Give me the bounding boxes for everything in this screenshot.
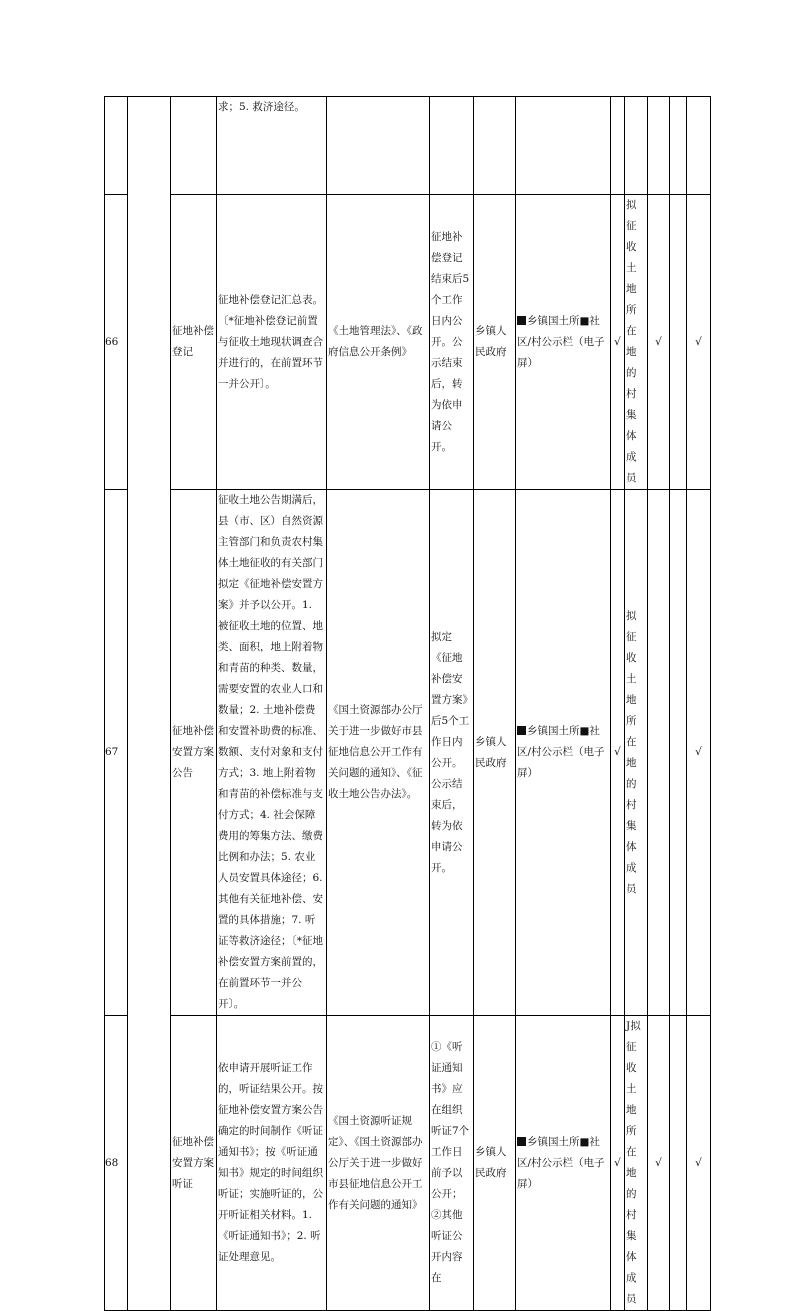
check-cell: √ bbox=[611, 1016, 625, 1311]
check-cell: √ bbox=[611, 490, 625, 1016]
table-row bbox=[105, 195, 711, 490]
check-cell: √ bbox=[611, 195, 625, 490]
disclosure-table bbox=[104, 96, 711, 1311]
check-cell bbox=[687, 97, 711, 195]
table-row bbox=[105, 97, 711, 195]
item-cell: 征地补偿登记 bbox=[171, 195, 217, 490]
content-cell: 求；5. 救济途径。 bbox=[217, 97, 327, 195]
check-cell: √ bbox=[687, 490, 711, 1016]
check-cell: √ bbox=[648, 195, 670, 490]
basis-cell: 《国土资源听证规定》、《国土资源部办公厅关于进一步做好市县征地信息公开工作有关问题的通知》 bbox=[327, 1016, 430, 1311]
subject-cell bbox=[474, 97, 516, 195]
check-cell: √ bbox=[687, 195, 711, 490]
time-cell: 拟定《征地补偿安置方案》后5个工作日内公开。公示结束后，转为依申请公开。 bbox=[430, 490, 474, 1016]
basis-cell bbox=[327, 97, 430, 195]
content-cell: 依申请开展听证工作的，听证结果公开。按征地补偿安置方案公告确定的时间制作《听证通知书》；按《听证通知书》规定的时间组织听证；实施听证的，公开听证相关材料。1.《听证通知书》；2. 听证处理意见。 bbox=[217, 1016, 327, 1311]
black-square-icon bbox=[517, 726, 526, 735]
check-cell bbox=[670, 1016, 687, 1311]
check-cell: √ bbox=[648, 1016, 670, 1311]
table-row bbox=[105, 1016, 711, 1311]
channel-text: 乡镇国土所■社区/村公示栏（电子屏） bbox=[517, 314, 605, 369]
time-cell: 征地补偿登记结束后5个工作日内公开。公示结束后，转为依申请公开。 bbox=[430, 195, 474, 490]
target-cell bbox=[625, 97, 648, 195]
channel-cell bbox=[516, 490, 611, 1016]
check-cell bbox=[670, 490, 687, 1016]
subject-cell: 乡镇人民政府 bbox=[474, 195, 516, 490]
channel-cell bbox=[516, 195, 611, 490]
row-number: 66 bbox=[105, 195, 128, 490]
check-cell bbox=[670, 97, 687, 195]
target-cell: 拟征收土地所在地的村集体成员 bbox=[625, 195, 648, 490]
row-number bbox=[105, 97, 128, 195]
check-cell bbox=[611, 97, 625, 195]
channel-cell bbox=[516, 97, 611, 195]
channel-text: 乡镇国土所■社区/村公示栏（电子屏） bbox=[517, 725, 605, 779]
check-cell bbox=[670, 195, 687, 490]
row-number: 68 bbox=[105, 1016, 128, 1311]
target-cell: 拟征收土地所在地的村集体成员 bbox=[625, 490, 648, 1016]
item-cell bbox=[171, 97, 217, 195]
basis-cell: 《国土资源部办公厅关于进一步做好市县征地信息公开工作有关问题的通知》、《征收土地公告办法》。 bbox=[327, 490, 430, 1016]
category-cell bbox=[128, 97, 171, 1311]
time-cell bbox=[430, 97, 474, 195]
black-square-icon bbox=[517, 316, 526, 325]
subject-cell: 乡镇人民政府 bbox=[474, 1016, 516, 1311]
content-cell: 征收土地公告期满后，县（市、区）自然资源主管部门和负责农村集体土地征收的有关部门拟定《征地补偿安置方案》并予以公开。1. 被征收土地的位置、地类、面积，地上附着物和青苗的种类、数量，需要安置的农业人口和数量；2. 土地补偿费和安置补助费的标准、数额、支付对象和支付方式；3. 地上附着物和青苗的补偿标准与支付方式；4. 社会保障费用的筹集方法、缴费比例和办法；5. 农业人员安置具体途径；6. 其他有关征地补偿、安置的具体措施；7. 听证等救济途径；〔*征地补偿安置方案前置的，在前置环节一并公开〕。 bbox=[217, 490, 327, 1016]
basis-cell: 《土地管理法》、《政府信息公开条例》 bbox=[327, 195, 430, 490]
time-cell: ①《听证通知书》应在组织听证7个工作日前予以公开；②其他听证公开内容在 bbox=[430, 1016, 474, 1311]
content-cell: 征地补偿登记汇总表。〔*征地补偿登记前置与征收土地现状调查合并进行的，在前置环节一并公开〕。 bbox=[217, 195, 327, 490]
item-cell: 征地补偿安置方案听证 bbox=[171, 1016, 217, 1311]
check-cell bbox=[648, 97, 670, 195]
subject-cell: 乡镇人民政府 bbox=[474, 490, 516, 1016]
row-number: 67 bbox=[105, 490, 128, 1016]
table-row bbox=[105, 490, 711, 1016]
check-cell: √ bbox=[687, 1016, 711, 1311]
black-square-icon bbox=[517, 1137, 526, 1146]
channel-cell bbox=[516, 1016, 611, 1311]
item-cell: 征地补偿安置方案公告 bbox=[171, 490, 217, 1016]
channel-text: 乡镇国土所■社区/村公示栏（电子屏） bbox=[517, 1135, 605, 1190]
target-cell: J拟征收土地所在地的村集体成员 bbox=[625, 1016, 648, 1311]
check-cell bbox=[648, 490, 670, 1016]
